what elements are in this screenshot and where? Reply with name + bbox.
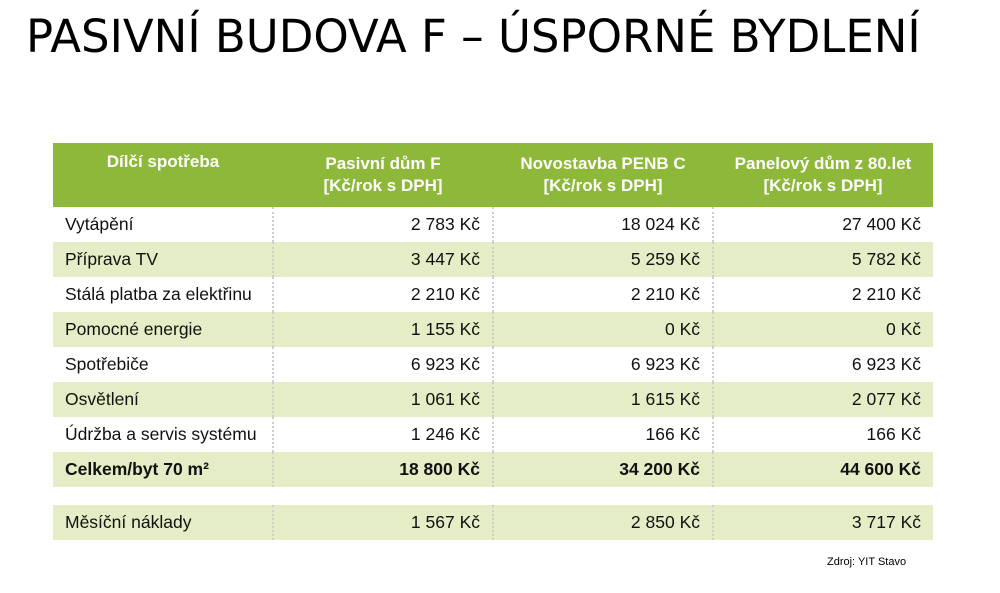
row-value: 2 783 Kč: [273, 207, 493, 242]
header-cell: [53, 143, 273, 207]
row-value: 6 923 Kč: [713, 347, 933, 382]
row-value: 3 447 Kč: [273, 242, 493, 277]
row-value: 1 246 Kč: [273, 417, 493, 452]
table-row: [53, 277, 933, 312]
total-row: [53, 452, 933, 487]
total-value: 34 200 Kč: [493, 452, 713, 487]
monthly-row: [53, 505, 933, 540]
header-line1: Dílčí spotřeba: [106, 152, 220, 171]
row-label: Vytápění: [65, 214, 134, 234]
row-value: 5 259 Kč: [493, 242, 713, 277]
row-value: 1 155 Kč: [273, 312, 493, 347]
table-row: [53, 417, 933, 452]
table-row: [53, 312, 933, 347]
row-label: Spotřebiče: [65, 354, 149, 374]
header-cell: [273, 143, 493, 207]
row-value: 166 Kč: [493, 417, 713, 452]
row-label: Osvětlení: [53, 382, 273, 417]
row-value: 27 400 Kč: [713, 207, 933, 242]
row-value: 2 077 Kč: [713, 382, 933, 417]
table-row: [53, 242, 933, 277]
row-value: 18 024 Kč: [493, 207, 713, 242]
total-value: 18 800 Kč: [273, 452, 493, 487]
table-row: [53, 207, 933, 242]
spacer-row: [53, 487, 933, 505]
total-label: Celkem/byt 70 m²: [53, 452, 273, 487]
source-note: Zdroj: YIT Stavo: [827, 556, 907, 568]
header-cell: [493, 143, 713, 207]
row-value: 2 210 Kč: [273, 277, 493, 312]
page-title: PASIVNÍ BUDOVA F – ÚSPORNÉ BYDLENÍ: [26, 10, 921, 63]
table-row: [53, 347, 933, 382]
header-line1: Novostavba PENB C: [520, 154, 686, 173]
row-value: 0 Kč: [713, 312, 933, 347]
row-value: 166 Kč: [713, 417, 933, 452]
row-value: 2 210 Kč: [713, 277, 933, 312]
header-line2: [Kč/rok s DPH]: [323, 176, 443, 195]
row-value: 1 615 Kč: [493, 382, 713, 417]
row-label: Pomocné energie: [53, 312, 273, 347]
header-line1: Pasivní dům F: [325, 154, 441, 173]
row-label: Příprava TV: [53, 242, 273, 277]
row-value: 2 210 Kč: [493, 277, 713, 312]
row-value: 0 Kč: [493, 312, 713, 347]
row-label: Údržba a servis systému: [65, 424, 257, 444]
header-cell: [713, 143, 933, 207]
row-label: Stálá platba za elektřinu: [65, 284, 252, 304]
row-value: 5 782 Kč: [713, 242, 933, 277]
header-line2: [Kč/rok s DPH]: [543, 176, 663, 195]
cost-table: [53, 143, 933, 540]
header-line1: Panelový dům z 80.let: [734, 154, 912, 173]
row-value: 6 923 Kč: [273, 347, 493, 382]
total-value: 44 600 Kč: [713, 452, 933, 487]
table-header-row: [53, 143, 933, 207]
monthly-value: 3 717 Kč: [713, 505, 933, 540]
table-row: [53, 382, 933, 417]
header-line2: [Kč/rok s DPH]: [763, 176, 883, 195]
monthly-label: Měsíční náklady: [53, 505, 273, 540]
row-value: 1 061 Kč: [273, 382, 493, 417]
monthly-value: 1 567 Kč: [273, 505, 493, 540]
monthly-value: 2 850 Kč: [493, 505, 713, 540]
row-value: 6 923 Kč: [493, 347, 713, 382]
